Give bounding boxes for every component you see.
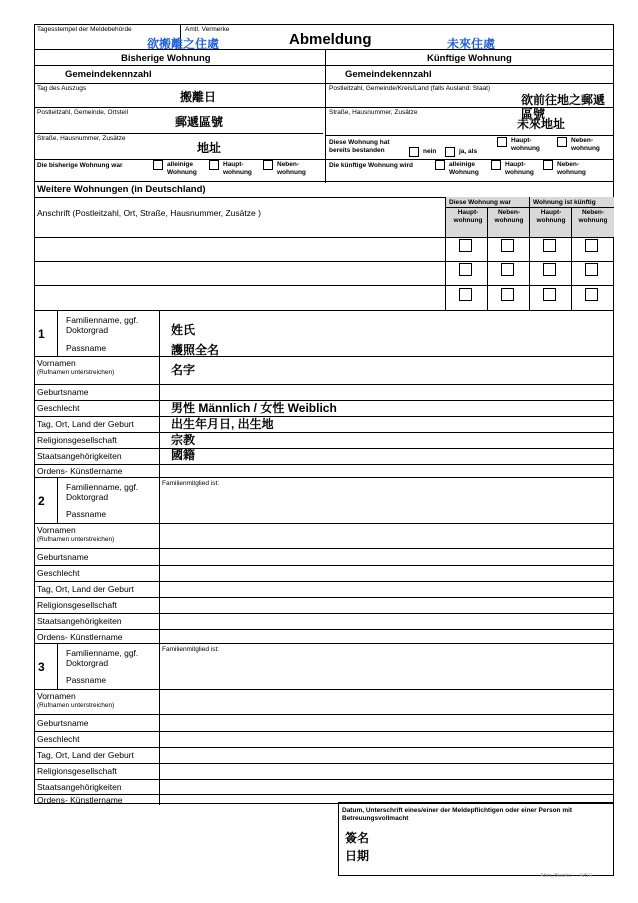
previous-postcode-field[interactable]: 郵遞區號 <box>175 115 224 129</box>
person-1-nationality-label: Staatsangehörigkeiten <box>37 451 122 461</box>
addr1-was-second-checkbox[interactable] <box>501 239 514 252</box>
addr1-will-main-checkbox[interactable] <box>543 239 556 252</box>
future-sole-label: alleinige Wohnung <box>449 161 479 176</box>
existed-no-label: nein <box>423 148 437 155</box>
person-1-religion-field[interactable]: 宗教 <box>171 433 196 447</box>
previous-was-label: Die bisherige Wohnung war <box>37 162 123 169</box>
move-out-date-label: Tag des Auszugs <box>37 85 87 92</box>
addr2-will-second-checkbox[interactable] <box>585 263 598 276</box>
future-sole-checkbox[interactable] <box>435 160 445 170</box>
person-1-passname-label: Passname <box>66 343 107 353</box>
future-will-be-label: Die künftige Wohnung wird <box>329 162 414 169</box>
person-1-birth-label: Tag, Ort, Land der Geburt <box>37 419 134 429</box>
person-2-firstname-note: (Rufnamen unterstreichen) <box>37 536 115 543</box>
person-2-birthname-label: Geburtsname <box>37 552 89 562</box>
move-out-date-field[interactable]: 搬離日 <box>180 90 217 104</box>
signature-box[interactable] <box>338 802 614 876</box>
future-residence-heading: Künftige Wohnung <box>427 53 512 64</box>
person-2-artist-label: Ordens- Künstlername <box>37 632 123 642</box>
future-street-field[interactable]: 未來地址 <box>517 117 566 131</box>
person-1-firstname-field[interactable]: 名字 <box>171 363 196 377</box>
person-2-sex-label: Geschlecht <box>37 568 80 578</box>
person-2-passname-label: Passname <box>66 509 107 519</box>
future-main-label: Haupt- wohnung <box>505 161 534 176</box>
person-1-birthname-label: Geburtsname <box>37 387 89 397</box>
cn-future-annotation: 未來住處 <box>447 37 496 51</box>
existed-second-checkbox[interactable] <box>557 137 567 147</box>
existed-label: Diese Wohnung hat bereits bestanden <box>329 139 390 154</box>
person-1-firstname-label: Vornamen <box>37 358 76 368</box>
previous-sole-label: alleinige Wohnung <box>167 161 197 176</box>
further-address-label: Anschrift (Postleitzahl, Ort, Straße, Hausnummer, Zusätze ) <box>37 208 261 218</box>
person-2-number: 2 <box>38 494 45 508</box>
future-street-label: Straße, Hausnummer, Zusätze <box>329 109 418 116</box>
previous-second-label: Neben- wohnung <box>277 161 306 176</box>
col-was-second: Neben- wohnung <box>494 209 524 224</box>
addr2-was-main-checkbox[interactable] <box>459 263 472 276</box>
person-2-religion-label: Religionsgesellschaft <box>37 600 117 610</box>
person-1-religion-label: Religionsgesellschaft <box>37 435 117 445</box>
col-will-second: Neben- wohnung <box>578 209 608 224</box>
col-was-main: Haupt- wohnung <box>453 209 483 224</box>
person-3-sex-label: Geschlecht <box>37 734 80 744</box>
person-3-passname-label: Passname <box>66 675 107 685</box>
addr3-was-main-checkbox[interactable] <box>459 288 472 301</box>
person-3-birth-label: Tag, Ort, Land der Geburt <box>37 750 134 760</box>
deregistration-form <box>34 24 614 804</box>
future-second-label: Neben- wohnung <box>557 161 586 176</box>
previous-sole-checkbox[interactable] <box>153 160 163 170</box>
previous-residence-heading: Bisherige Wohnung <box>121 53 211 64</box>
person-2-nationality-label: Staatsangehörigkeiten <box>37 616 122 626</box>
was-header: Diese Wohnung war <box>449 199 511 206</box>
person-3-religion-label: Religionsgesellschaft <box>37 766 117 776</box>
addr3-will-second-checkbox[interactable] <box>585 288 598 301</box>
person-2-birth-label: Tag, Ort, Land der Geburt <box>37 584 134 594</box>
person-1-surname-field[interactable]: 姓氏 <box>171 323 196 337</box>
person-2-firstname-label: Vornamen <box>37 525 76 535</box>
addr1-was-main-checkbox[interactable] <box>459 239 472 252</box>
community-code-label-previous: Gemeindekennzahl <box>65 69 152 80</box>
person-3-member-note: Familienmitglied ist: <box>162 646 220 653</box>
person-1-passname-field[interactable]: 護照全名 <box>171 343 220 357</box>
signature-label: Datum, Unterschrift eines/einer der Meldepflichtigen oder einer Person mit Betreuungsvollmacht <box>342 807 573 822</box>
person-3-artist-label: Ordens- Künstlername <box>37 795 123 805</box>
col-will-main: Haupt- wohnung <box>536 209 566 224</box>
previous-second-checkbox[interactable] <box>263 160 273 170</box>
previous-postcode-label: Postleitzahl, Gemeinde, Ortsteil <box>37 109 129 116</box>
previous-main-label: Haupt- wohnung <box>223 161 252 176</box>
person-1-number: 1 <box>38 327 45 341</box>
further-residences-title: Weitere Wohnungen (in Deutschland) <box>37 184 206 195</box>
existed-second-label: Neben- wohnung <box>571 137 600 152</box>
existed-yes-label: ja, als <box>459 148 478 155</box>
existed-main-label: Haupt- wohnung <box>511 137 540 152</box>
signature-date-annotation: 日期 <box>345 849 370 863</box>
addr3-was-second-checkbox[interactable] <box>501 288 514 301</box>
future-second-checkbox[interactable] <box>543 160 553 170</box>
notes-label: Amtl. Vermerke <box>185 26 230 33</box>
existed-no-checkbox[interactable] <box>409 147 419 157</box>
addr2-was-second-checkbox[interactable] <box>501 263 514 276</box>
signature-sign-annotation: 簽名 <box>345 831 370 845</box>
person-3-surname-label: Familienname, ggf. Doktorgrad <box>66 648 139 668</box>
person-1-surname-label: Familienname, ggf. Doktorgrad <box>66 315 139 335</box>
previous-street-field[interactable]: 地址 <box>197 141 222 155</box>
person-3-firstname-note: (Rufnamen unterstreichen) <box>37 702 115 709</box>
person-1-birth-field[interactable]: 出生年月日, 出生地 <box>171 417 274 431</box>
addr1-will-second-checkbox[interactable] <box>585 239 598 252</box>
cn-move-from-annotation: 欲搬離之住處 <box>147 37 220 51</box>
addr2-will-main-checkbox[interactable] <box>543 263 556 276</box>
future-main-checkbox[interactable] <box>491 160 501 170</box>
person-1-sex-label: Geschlecht <box>37 403 80 413</box>
person-1-sex-field[interactable]: 男性 Männlich / 女性 Weiblich <box>171 401 337 415</box>
previous-main-checkbox[interactable] <box>209 160 219 170</box>
stamp-label: Tagesstempel der Meldebehörde <box>37 26 132 33</box>
addr3-will-main-checkbox[interactable] <box>543 288 556 301</box>
person-1-nationality-field[interactable]: 國籍 <box>171 448 196 462</box>
existed-main-checkbox[interactable] <box>497 137 507 147</box>
form-title: Abmeldung <box>289 31 372 48</box>
will-header: Wohnung ist künftig <box>533 199 596 206</box>
future-postcode-label: Postleitzahl, Gemeinde/Kreis/Land (falls Ausland: Staat) <box>329 85 491 92</box>
person-2-member-note: Familienmitglied ist: <box>162 480 220 487</box>
previous-street-label: Straße, Hausnummer, Zusätze <box>37 135 126 142</box>
community-code-label-future: Gemeindekennzahl <box>345 69 432 80</box>
person-1-firstname-note: (Rufnamen unterstreichen) <box>37 369 115 376</box>
person-1-artist-label: Ordens- Künstlername <box>37 466 123 476</box>
person-3-number: 3 <box>38 660 45 674</box>
footer-code: Abm_Blanko - · H/SH <box>540 873 593 879</box>
person-3-birthname-label: Geburtsname <box>37 718 89 728</box>
existed-yes-checkbox[interactable] <box>445 147 455 157</box>
person-3-nationality-label: Staatsangehörigkeiten <box>37 782 122 792</box>
person-3-firstname-label: Vornamen <box>37 691 76 701</box>
future-postcode-field[interactable]: 欲前往地之郵遞區號 <box>521 93 606 121</box>
person-2-surname-label: Familienname, ggf. Doktorgrad <box>66 482 139 502</box>
